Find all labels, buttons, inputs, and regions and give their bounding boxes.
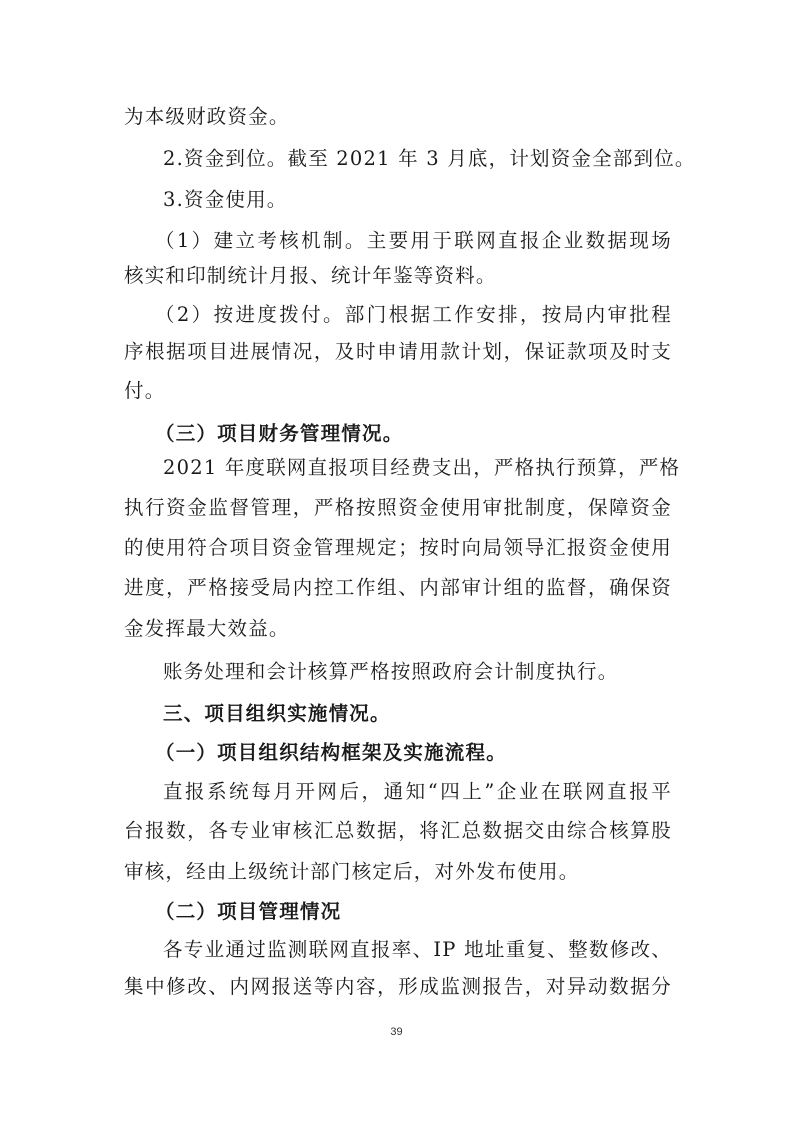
text-line: 序根据项目进展情况，及时申请用款计划，保证款项及时支 bbox=[124, 340, 672, 363]
text-line: 直报系统每月开网后，通知“四上”企业在联网直报平 bbox=[163, 780, 672, 803]
text-line: 的使用符合项目资金管理规定；按时向局领导汇报资金使用 bbox=[124, 536, 672, 559]
text-line: 付。 bbox=[124, 379, 166, 402]
section-heading: （三）项目财务管理情况。 bbox=[155, 422, 404, 445]
text-line: 为本级财政资金。 bbox=[124, 105, 290, 128]
text-line: 2.资金到位。截至 2021 年 3 月底，计划资金全部到位。 bbox=[163, 147, 696, 170]
text-line: 3.资金使用。 bbox=[163, 188, 288, 211]
text-line: 核实和印制统计月报、统计年鉴等资料。 bbox=[124, 264, 497, 287]
text-line: 执行资金监督管理，严格按照资金使用审批制度，保障资金 bbox=[124, 496, 672, 519]
text-line: 集中修改、内网报送等内容，形成监测报告，对异动数据分 bbox=[124, 975, 672, 998]
text-line: 进度，严格接受局内控工作组、内部审计组的监督，确保资 bbox=[124, 576, 672, 599]
text-line: 金发挥最大效益。 bbox=[124, 617, 290, 640]
page-number: 39 bbox=[390, 1026, 403, 1038]
text-line: （1）建立考核机制。主要用于联网直报企业数据现场 bbox=[155, 229, 672, 252]
text-line: 各专业通过监测联网直报率、IP 地址重复、整数修改、 bbox=[163, 938, 672, 961]
section-heading: 三、项目组织实施情况。 bbox=[163, 702, 391, 725]
text-line: （2）按进度拨付。部门根据工作安排，按局内审批程 bbox=[155, 303, 672, 326]
text-line: 2021 年度联网直报项目经费支出，严格执行预算，严格 bbox=[163, 456, 681, 479]
section-heading: （一）项目组织结构框架及实施流程。 bbox=[155, 741, 507, 764]
text-line: 台报数，各专业审核汇总数据，将汇总数据交由综合核算股 bbox=[124, 819, 672, 842]
text-line: 账务处理和会计核算严格按照政府会计制度执行。 bbox=[163, 660, 619, 683]
section-heading: （二）项目管理情况 bbox=[155, 900, 342, 923]
text-line: 审核，经由上级统计部门核定后，对外发布使用。 bbox=[124, 860, 580, 883]
